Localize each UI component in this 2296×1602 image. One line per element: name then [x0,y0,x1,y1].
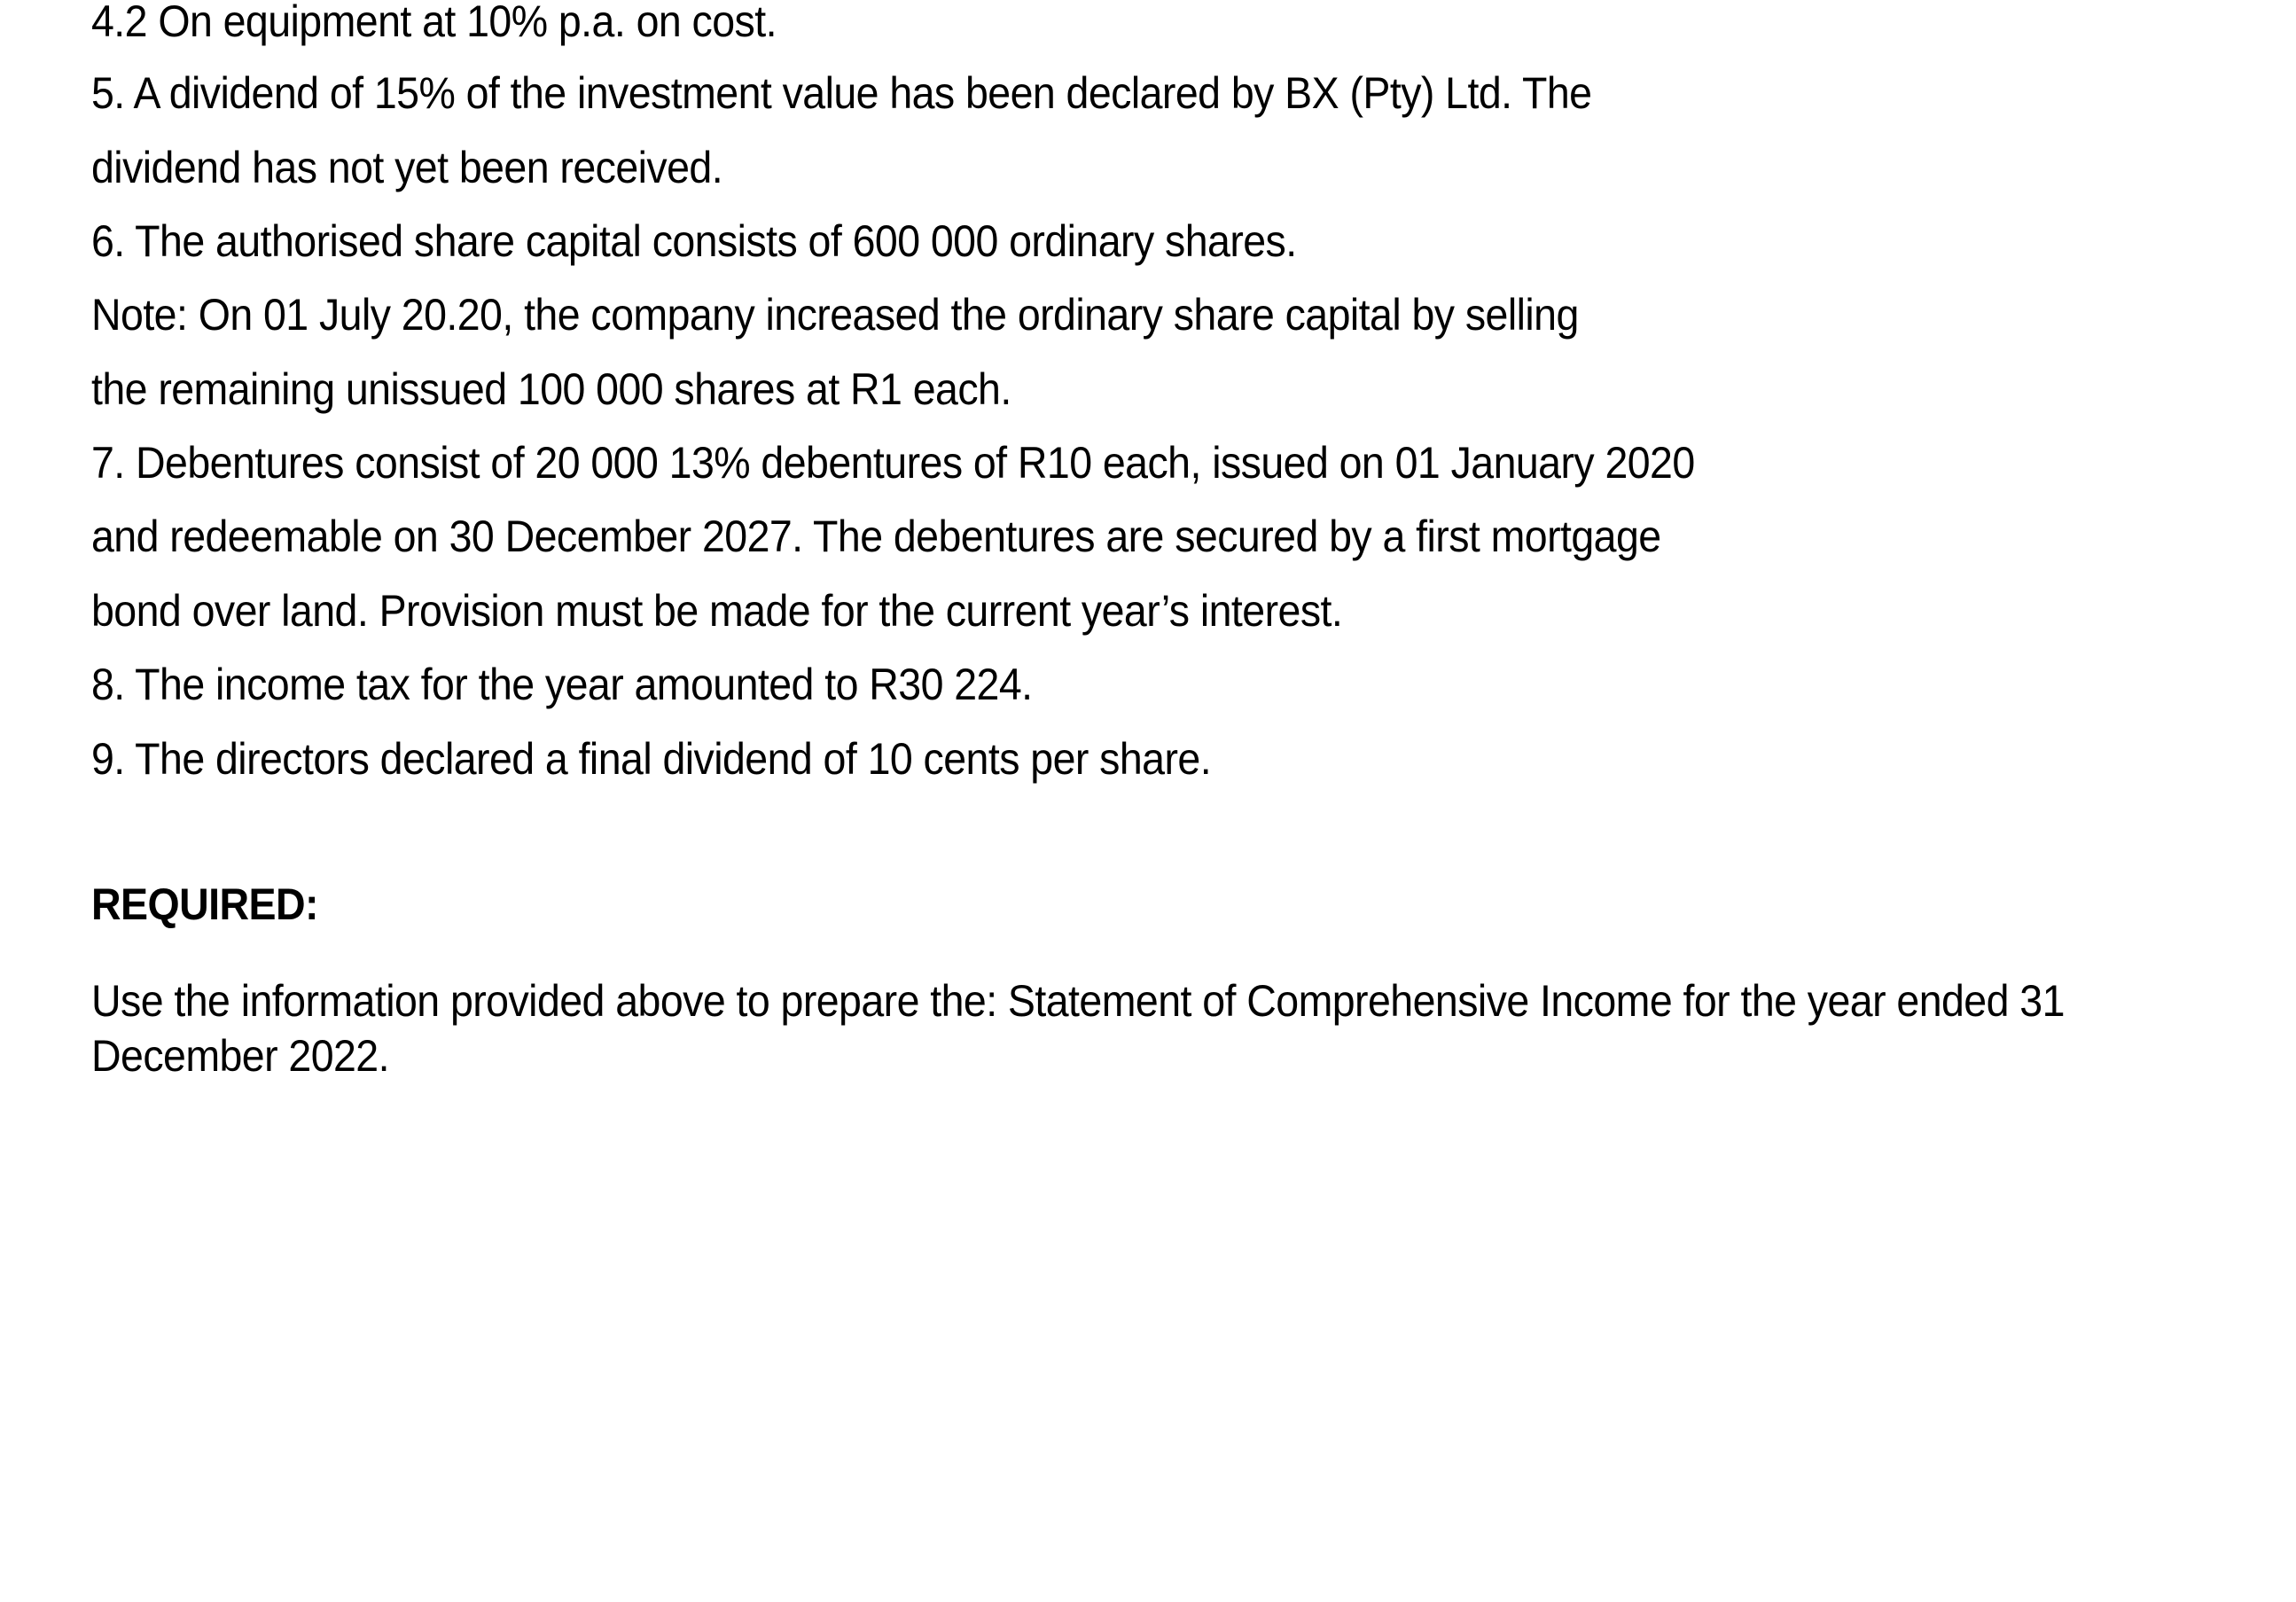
required-instruction-line-2: December 2022. [91,1031,389,1081]
required-heading: REQUIRED: [91,879,318,929]
note-line-6-note-continued: the remaining unissued 100 000 shares at R1 each. [91,364,1011,414]
note-line-7: 7. Debentures consist of 20 000 13% debentures of R10 each, issued on 01 January 2020 [91,438,1695,488]
note-line-5: 5. A dividend of 15% of the investment value has been declared by BX (Pty) Ltd. The [91,68,1592,118]
note-line-6: 6. The authorised share capital consists of 600 000 ordinary shares. [91,216,1297,266]
note-line-9: 9. The directors declared a final dividend of 10 cents per share. [91,734,1212,784]
note-line-8: 8. The income tax for the year amounted to R30 224. [91,660,1033,709]
note-line-7-continued: and redeemable on 30 December 2027. The debentures are secured by a first mortgage [91,512,1661,561]
required-instruction [91,973,2148,1083]
note-line-4-2: 4.2 On equipment at 10% p.a. on cost. [91,0,777,46]
required-instruction-line-1: Use the information provided above to prepare the: Statement of Comprehensive Income for the year ended 31 [91,976,2065,1026]
note-line-6-note: Note: On 01 July 20.20, the company increased the ordinary share capital by selling [91,290,1579,340]
note-line-5-continued: dividend has not yet been received. [91,143,723,192]
note-line-7-continued-2: bond over land. Provision must be made for the current year’s interest. [91,586,1343,636]
